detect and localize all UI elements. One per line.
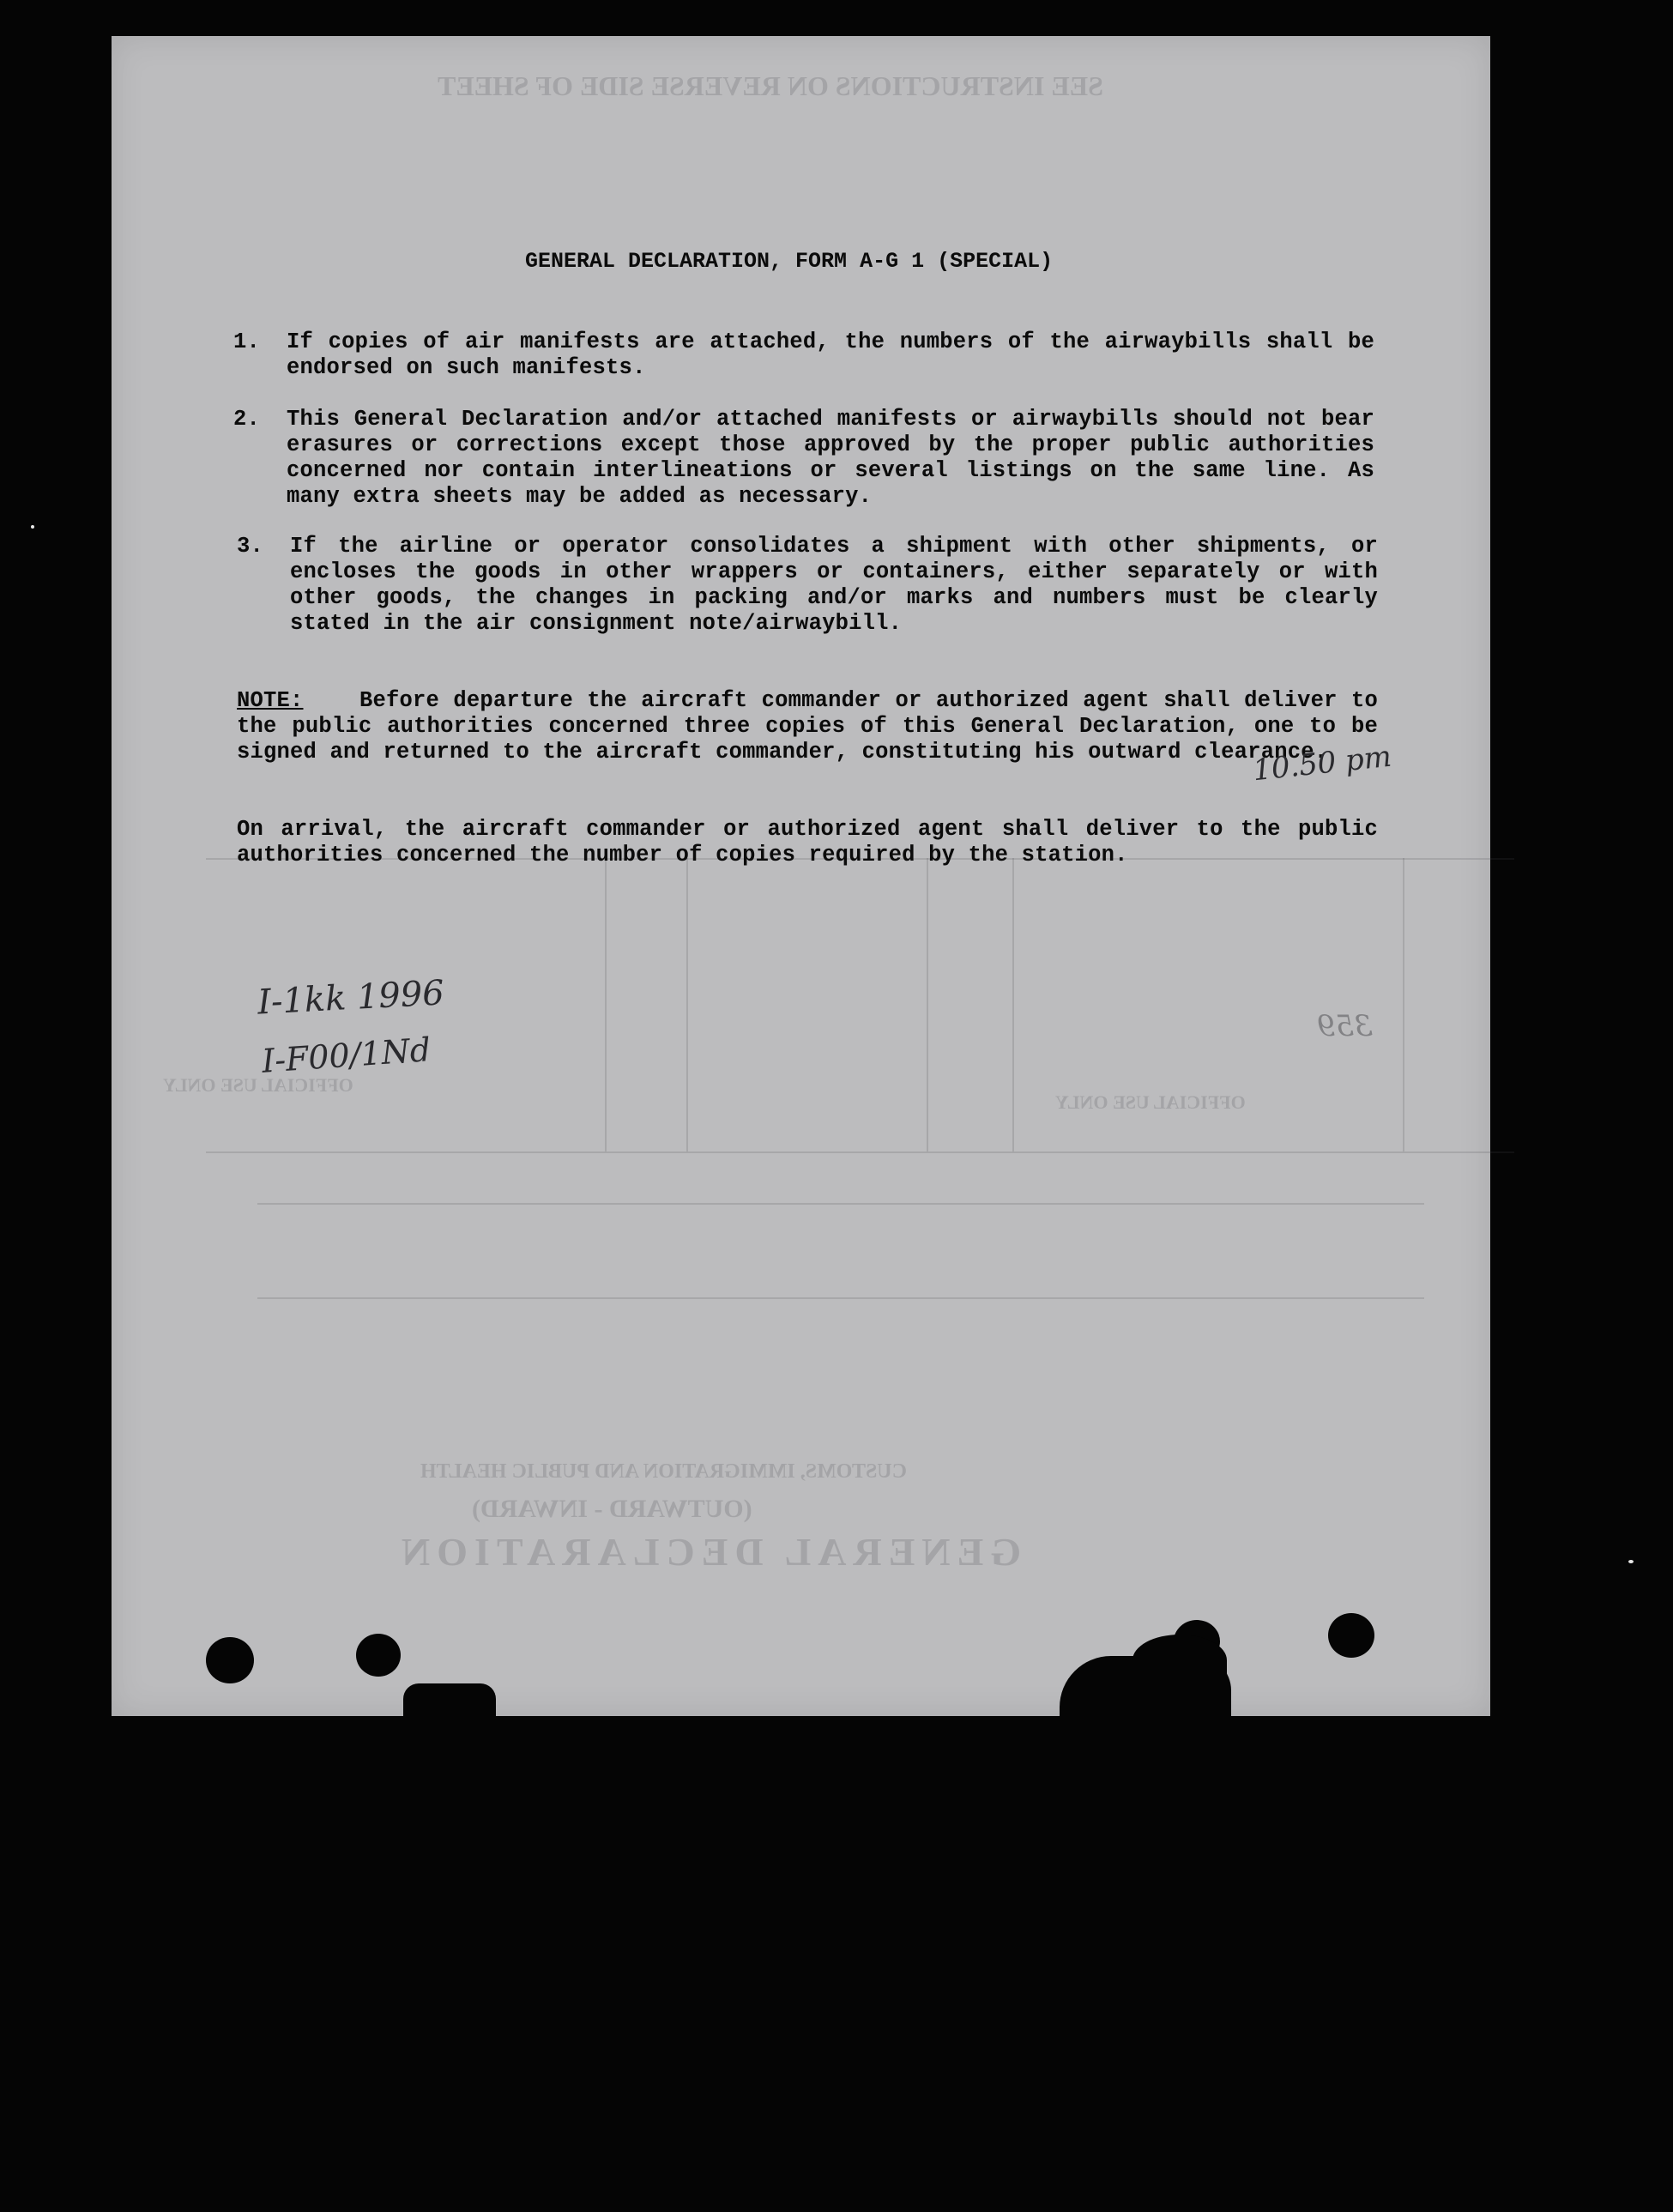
bleed-through-declaration: GENERAL DECLARATION <box>395 1530 1022 1574</box>
note-label: NOTE: <box>237 688 304 713</box>
bleed-line <box>257 1297 1424 1299</box>
bleed-line <box>686 858 688 1151</box>
item-number: 3. <box>237 534 264 559</box>
handwritten-note-1: I-1kk 1996 <box>256 973 445 1023</box>
item-text: If the airline or operator consolidates a shipment with other shipments, or encloses the goods in other wrappers or containers, either separately or with other goods, the changes in packing and/or marks and numbers must be clearly stated in the air consignment note/airwaybill. <box>290 534 1378 636</box>
bleed-line <box>1403 858 1404 1151</box>
bleed-line <box>1012 858 1014 1151</box>
punch-hole <box>206 1637 254 1683</box>
handwritten-time: 10.50 pm <box>1251 739 1393 789</box>
stamp-number: 359 <box>1317 1009 1373 1043</box>
punch-hole <box>356 1634 401 1677</box>
bleed-line <box>257 1203 1424 1205</box>
torn-edge <box>1132 1635 1227 1686</box>
scan-speck <box>1628 1560 1634 1563</box>
bleed-line <box>605 858 607 1151</box>
bleed-through-header: SEE INSTRUCTIONS ON REVERSE SIDE OF SHEET <box>438 70 1103 101</box>
page-title: GENERAL DECLARATION, FORM A-G 1 (SPECIAL) <box>525 249 1054 274</box>
item-number: 2. <box>233 407 261 432</box>
bleed-through-inward: (OUTWARD - INWARD) <box>472 1495 752 1523</box>
bleed-line <box>927 858 928 1151</box>
item-text: If copies of air manifests are attached, the numbers of the airwaybills shall be endorsed on such manifests. <box>287 329 1374 380</box>
arrival-paragraph: On arrival, the aircraft commander or authorized agent shall deliver to the public authorities concerned the number of copies required by the station. <box>237 817 1378 867</box>
punch-hole <box>1328 1613 1374 1658</box>
note-text: Before departure the aircraft commander or authorized agent shall deliver to the public authorities concerned three copies of this General Declaration, one to be signed and returned to the aircraft commander, constituting his outward clearance. <box>237 688 1378 765</box>
bleed-through-subtitle: CUSTOMS, IMMIGRATION AND PUBLIC HEALTH <box>420 1460 907 1483</box>
bleed-line <box>206 1151 1514 1153</box>
note-paragraph <box>237 688 1378 765</box>
bleed-through-label: OFFICIAL USE ONLY <box>1055 1091 1246 1113</box>
item-text: This General Declaration and/or attached manifests or airwaybills should not bear erasures or corrections except those approved by the proper public authorities concerned nor contain interlineations or several listings on the same line. As many extra sheets may be added as necessary. <box>287 407 1374 509</box>
handwritten-note-2: I-F00/1Nd <box>260 1030 432 1080</box>
torn-edge <box>403 1683 496 1718</box>
scan-speck <box>31 525 34 529</box>
document-page <box>112 36 1490 1716</box>
item-number: 1. <box>233 329 261 354</box>
bleed-through-label: OFFICIAL USE ONLY <box>163 1074 353 1096</box>
